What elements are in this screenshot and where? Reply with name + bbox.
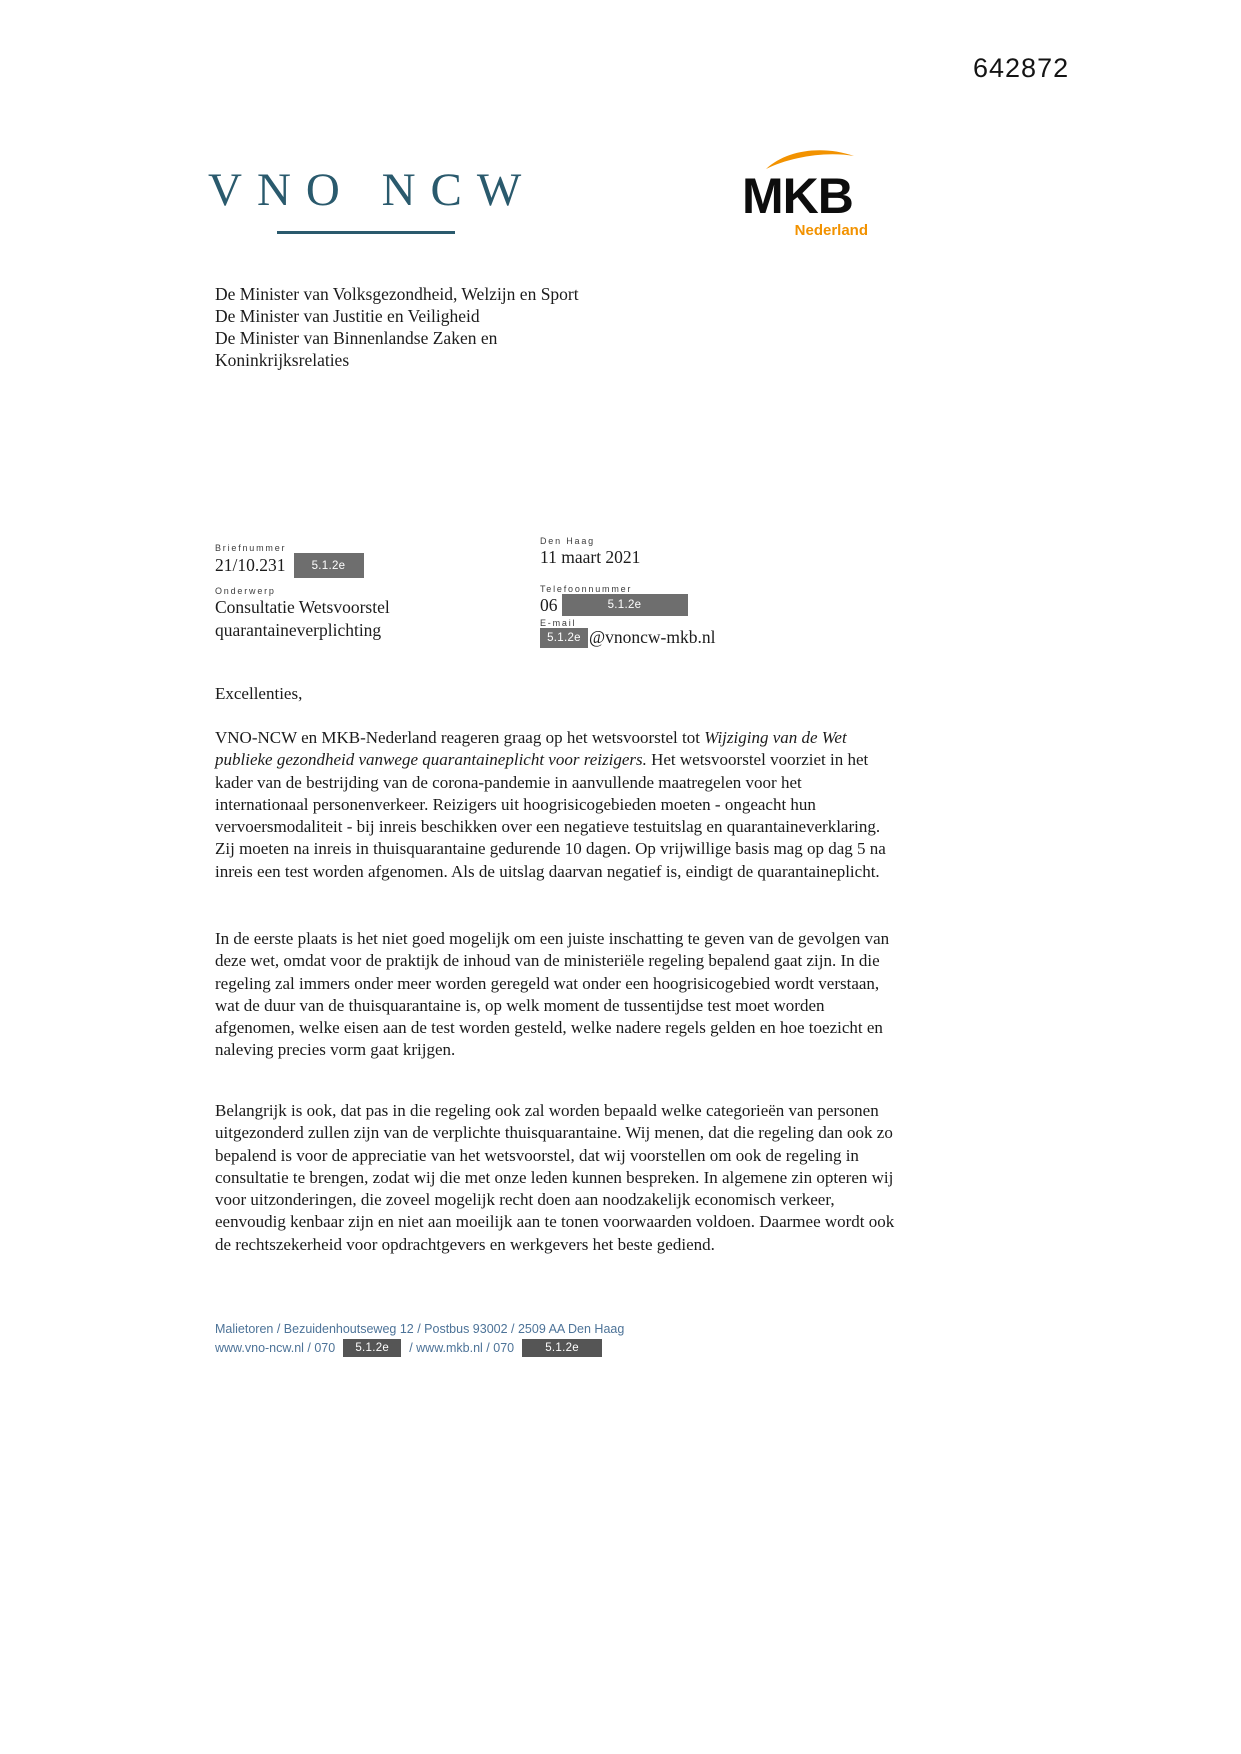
paragraph-1-post: Het wetsvoorstel voorziet in het kader van de bestrijding van de corona-pandemie in aanvullende maatregelen voor het internationaal personenverkeer. Reizigers uit hoogrisicogebieden moeten - ongeacht hun vervoersmodaliteit - bij inreis beschikken over een negatieve testuitslag en quarantaineverklaring. Zij moeten na inreis in thuisquarantaine gedurende 10 dagen. Op vrijwillige basis mag op dag 5 na inreis een test worden afgenomen. Als de uitslag daarvan negatief is, eindigt de quarantaineplicht.	[215, 750, 886, 881]
paragraph-1-pre: VNO-NCW en MKB-Nederland reageren graag op het wetsvoorstel tot	[215, 728, 705, 747]
briefnummer-label: Briefnummer	[215, 543, 287, 553]
onderwerp-line: Consultatie Wetsvoorstel	[215, 597, 390, 617]
vno-ncw-logo: VNO NCW	[208, 164, 537, 216]
salutation: Excellenties,	[215, 684, 303, 703]
onderwerp-value	[215, 596, 390, 642]
footer-address: Malietoren / Bezuidenhoutseweg 12 / Postbus 93002 / 2509 AA Den Haag	[215, 1322, 625, 1336]
mkb-logo-text: MKB	[742, 168, 853, 224]
redaction-box: 5.1.2e	[343, 1339, 401, 1357]
redaction-box: 5.1.2e	[540, 628, 588, 648]
paragraph-2: In de eerste plaats is het niet goed mogelijk om een juiste inschatting te geven van de gevolgen van deze wet, omdat voor de praktijk de inhoud van de ministeriële regeling bepalend gaat zijn. In die regeling zal immers onder meer worden geregeld wat onder een hoogrisicogebied wordt verstaan, wat de duur van de thuisquarantaine is, op welk moment de tussentijdse test moet worden afgenomen, welke eisen aan de test worden gesteld, welke nadere regels gelden en hoe toezicht en naleving precies vorm gaat krijgen.	[215, 929, 890, 1060]
recipient-line: De Minister van Volksgezondheid, Welzijn en Sport	[215, 284, 579, 304]
email-suffix: @vnoncw-mkb.nl	[589, 627, 716, 647]
email-label: E-mail	[540, 618, 577, 628]
recipient-line: De Minister van Binnenlandse Zaken en	[215, 328, 498, 348]
logo-underline	[277, 231, 455, 234]
redaction-box: 5.1.2e	[562, 594, 688, 616]
footer-web-vno: www.vno-ncw.nl / 070	[215, 1341, 336, 1355]
recipient-line: Koninkrijksrelaties	[215, 350, 350, 370]
briefnummer-row	[215, 553, 364, 578]
email-row	[540, 627, 715, 648]
place-label: Den Haag	[540, 536, 595, 546]
recipient-block	[215, 283, 579, 371]
briefnummer-value: 21/10.231	[215, 555, 286, 575]
paragraph-1	[215, 727, 899, 883]
redaction-box: 5.1.2e	[522, 1339, 602, 1357]
phone-prefix: 06	[540, 594, 558, 615]
phone-label: Telefoonnummer	[540, 584, 633, 594]
date-value: 11 maart 2021	[540, 547, 641, 567]
document-number: 642872	[973, 53, 1070, 83]
footer-web-mkb: / www.mkb.nl / 070	[409, 1341, 515, 1355]
paragraph-1-italic: Wijziging van de Wet publieke gezondheid vanwege quarantaineplicht voor reizigers.	[215, 728, 847, 770]
recipient-line: De Minister van Justitie en Veiligheid	[215, 306, 480, 326]
mkb-logo	[742, 147, 882, 239]
onderwerp-line: quarantaineverplichting	[215, 620, 382, 640]
mkb-logo-subtitle: Nederland	[794, 222, 868, 239]
onderwerp-label: Onderwerp	[215, 586, 276, 596]
redaction-box: 5.1.2e	[294, 553, 364, 578]
footer-contacts	[215, 1339, 602, 1357]
paragraph-3: Belangrijk is ook, dat pas in die regeling ook zal worden bepaald welke categorieën van personen uitgezonderd zullen zijn van de verplichte thuisquarantaine. Wij menen, dat die regeling dan ook zo bepalend is voor de appreciatie van het wetsvoorstel, dat wij voorstellen om ook de regeling in consultatie te brengen, zodat wij die met onze leden kunnen bespreken. In algemene zin opteren wij voor uitzonderingen, die zoveel mogelijk recht doen aan noodzakelijk economisch verkeer, eenvoudig kenbaar zijn en niet aan moeilijk aan te tonen voorwaarden voldoen. Daarmee wordt ook de rechtszekerheid voor opdrachtgevers en werkgevers het beste gediend.	[215, 1101, 895, 1254]
phone-row	[540, 594, 688, 616]
